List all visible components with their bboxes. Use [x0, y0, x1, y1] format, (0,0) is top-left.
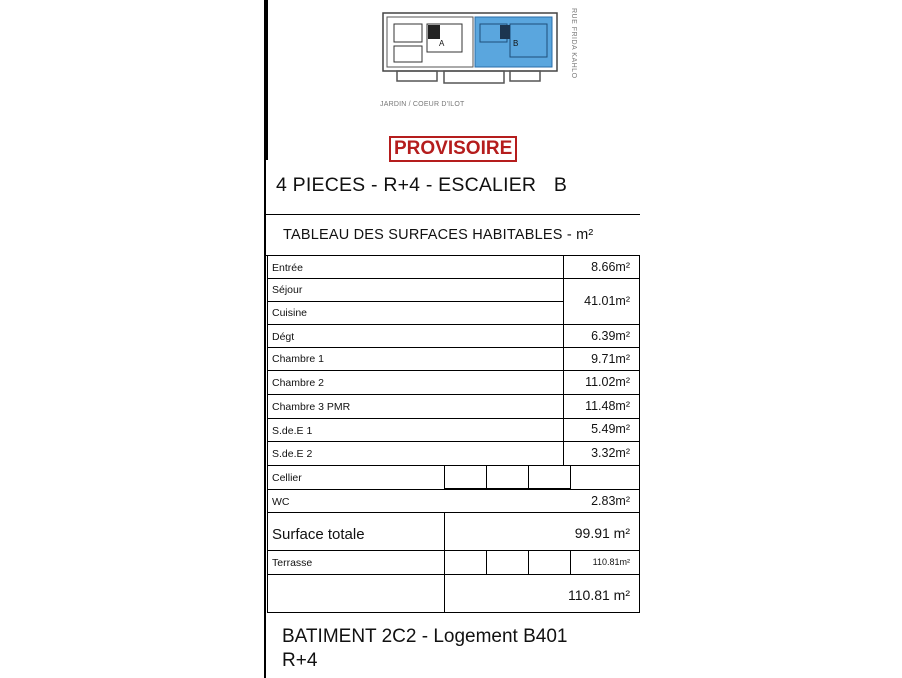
building-line-1: BATIMENT 2C2 - Logement B401 [282, 626, 568, 647]
building-reference [282, 625, 567, 673]
street-label: RUE FRIDA KAHLO [570, 8, 577, 79]
table-row-terrace-total [268, 575, 639, 613]
provisional-stamp: PROVISOIRE [389, 136, 517, 162]
table-row-chambre-1 [268, 348, 639, 371]
row-label: Cellier [272, 472, 302, 484]
table-title: TABLEAU DES SURFACES HABITABLES - m² [283, 227, 594, 243]
garden-label: JARDIN / COEUR D'ILOT [380, 101, 465, 108]
row-label: S.de.E 1 [272, 425, 313, 437]
table-row-sejour [268, 279, 563, 302]
row-label: Cuisine [272, 307, 308, 319]
row-value: 5.49m² [591, 422, 630, 436]
header-left-border [265, 0, 268, 160]
table-row-entree [268, 256, 639, 279]
total-value: 99.91 m² [574, 525, 630, 541]
cellier-box-2 [486, 465, 529, 489]
terrace-total-divider [444, 575, 445, 612]
table-right-border [639, 255, 640, 613]
table-row-wc [268, 490, 639, 513]
row-value: 2.83m² [591, 494, 630, 508]
table-row-cuisine [268, 302, 563, 325]
terrace-total-value: 110.81 m² [568, 587, 630, 603]
terrasse-box-2 [528, 550, 571, 575]
row-label: Chambre 2 [272, 377, 324, 389]
terrace-value: 110.81m² [592, 557, 630, 567]
table-row-chambre-2 [268, 371, 639, 395]
table-left-border [267, 255, 268, 613]
row-label: Entrée [272, 262, 303, 274]
sejour-cuisine-value: 41.01m² [584, 294, 630, 308]
apartment-type: 4 PIECES - R+4 - ESCALIER [276, 174, 537, 196]
title-divider [264, 214, 640, 215]
cellier-box-3 [528, 465, 571, 489]
row-value: 6.39m² [591, 329, 630, 343]
row-label: Terrasse [272, 557, 313, 569]
stair-letter: B [553, 174, 568, 196]
apartment-title [276, 174, 567, 197]
terrasse-box-1 [444, 550, 487, 575]
table-row-total [268, 513, 639, 551]
table-row-chambre-3 [268, 395, 639, 419]
plan-letter-b: B [513, 39, 519, 48]
row-label: WC [272, 496, 290, 508]
table-row-cellier [268, 466, 639, 490]
table-row-sde-2 [268, 442, 639, 466]
total-label: Surface totale [272, 526, 365, 543]
table-row-degt [268, 325, 639, 348]
row-value: 11.02m² [585, 375, 630, 389]
row-label: Chambre 1 [272, 353, 324, 365]
row-value: 3.32m² [591, 446, 630, 460]
row-value: 9.71m² [591, 352, 630, 366]
table-row-sde-1 [268, 419, 639, 442]
total-divider [444, 513, 445, 550]
row-label: Chambre 3 PMR [272, 401, 351, 413]
row-value: 11.48m² [585, 399, 630, 413]
table-row-sejour-cuisine-value [564, 279, 639, 325]
row-label: S.de.E 2 [272, 448, 313, 460]
plan-letter-a: A [439, 39, 445, 48]
table-row-terrasse [268, 551, 639, 575]
floor-key-plan [382, 12, 558, 86]
building-line-2: R+4 [282, 650, 318, 671]
row-label: Séjour [272, 284, 303, 296]
cellier-box-1 [444, 465, 487, 489]
row-value: 8.66m² [591, 260, 630, 274]
row-label: Dégt [272, 331, 295, 343]
